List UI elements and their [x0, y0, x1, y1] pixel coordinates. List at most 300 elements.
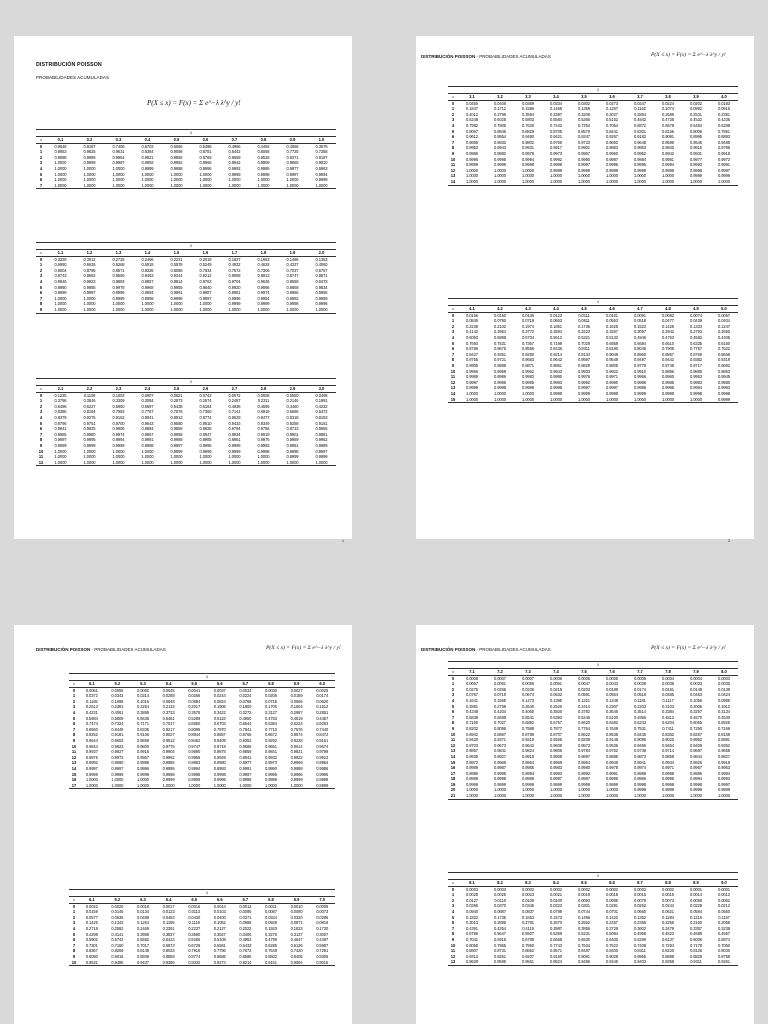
probability-cell: 0.0004 — [690, 675, 702, 681]
probability-cell: 0.7409 — [634, 942, 646, 948]
probability-cell: 0.0010 — [290, 903, 303, 909]
probability-cell: 0.0871 — [290, 920, 303, 926]
probability-cell: 0.2022 — [239, 925, 252, 931]
probability-cell: 0.9998 — [634, 781, 646, 787]
poisson-table — [448, 86, 738, 186]
probability-cell: 1.0000 — [191, 307, 220, 313]
probability-cell: 0.9974 — [257, 290, 270, 296]
probability-cell: 0.8942 — [466, 731, 478, 737]
lambda-header: 6.7 — [233, 897, 259, 904]
probability-cell: 0.5902 — [85, 937, 98, 943]
probability-cell: 0.9825 — [83, 149, 96, 155]
probability-cell: 0.9982 — [170, 160, 183, 166]
probability-cell: 0.5584 — [550, 117, 562, 123]
probability-cell: 0.9999 — [170, 448, 183, 454]
probability-cell: 0.9943 — [550, 368, 562, 374]
x-value: 5 — [451, 128, 455, 134]
probability-cell: 0.0027 — [290, 687, 303, 693]
probability-cell: 0.9890 — [188, 749, 201, 755]
probability-cell: 1.0000 — [104, 460, 133, 466]
probability-cell: 0.3728 — [606, 925, 618, 931]
probability-cell: 0.0067 — [718, 312, 730, 318]
probability-cell: 0.9549 — [606, 357, 618, 363]
probability-cell: 0.7199 — [550, 340, 562, 346]
lambda-header: 6.9 — [284, 897, 310, 904]
lambda-header: 5.0 — [710, 306, 738, 313]
probability-cell: 0.6224 — [290, 721, 303, 727]
probability-cell: 0.9004 — [54, 267, 67, 273]
probability-cell: 0.9614 — [290, 743, 303, 749]
table-row — [448, 793, 738, 799]
probability-cell: 0.9995 — [662, 385, 674, 391]
probability-cell: 0.9999 — [112, 442, 125, 448]
probability-cell: 0.9015 — [309, 960, 335, 966]
probability-cell: 1.0000 — [83, 448, 96, 454]
probability-cell: 0.1555 — [494, 697, 506, 703]
probability-cell: 0.1653 — [257, 256, 270, 262]
lambda-header: 0.3 — [104, 137, 133, 144]
probability-cell: 0.8180 — [606, 346, 618, 352]
probability-cell: 0.3309 — [112, 398, 125, 404]
probability-cell: 0.9497 — [634, 357, 646, 363]
probability-cell: 0.1468 — [550, 106, 562, 112]
probability-cell: 0.0123 — [162, 909, 175, 915]
probability-cell: 0.0045 — [162, 687, 175, 693]
probability-cell: 0.9966 — [466, 368, 478, 374]
probability-cell: 0.9148 — [606, 737, 618, 743]
x-value: 13 — [448, 959, 458, 965]
probability-cell: 0.9997 — [578, 385, 590, 391]
probability-cell: 0.9992 — [228, 165, 241, 171]
x-value: 3 — [451, 117, 455, 123]
probability-cell: 0.9983 — [550, 765, 562, 771]
probability-cell: 0.0498 — [137, 914, 149, 920]
probability-cell: 0.1352 — [634, 914, 646, 920]
probability-cell: 1.0000 — [141, 177, 154, 183]
probability-cell: 0.3594 — [550, 329, 562, 335]
probability-cell: 0.6496 — [54, 403, 67, 409]
probability-cell: 0.9982 — [494, 150, 506, 156]
poisson-table — [36, 129, 336, 189]
probability-cell: 0.9859 — [662, 753, 674, 759]
poisson-table — [36, 378, 336, 466]
probability-cell: 0.9999 — [634, 167, 646, 173]
probability-cell: 0.8666 — [718, 351, 730, 357]
lambda-header: 4.1 — [458, 306, 486, 313]
probability-cell: 0.5704 — [522, 334, 534, 340]
probability-cell: 0.9603 — [111, 737, 124, 743]
probability-cell: 1.0000 — [626, 793, 654, 799]
probability-cell: 0.2562 — [578, 920, 590, 926]
probability-cell: 0.0068 — [690, 897, 702, 903]
probability-cell: 0.2719 — [85, 925, 98, 931]
probability-cell: 0.8912 — [170, 414, 183, 420]
x-value: 0 — [72, 903, 76, 909]
probability-cell: 0.6915 — [494, 936, 506, 942]
x-value: 1 — [451, 106, 455, 112]
probability-cell: 0.8159 — [718, 731, 730, 737]
probability-cell: 0.9151 — [258, 960, 284, 966]
x-value: 14 — [71, 765, 77, 771]
probability-cell: 0.1257 — [606, 106, 618, 112]
probability-cell: 0.9998 — [315, 301, 328, 307]
probability-cell: 0.9658 — [718, 748, 730, 754]
probability-cell: 0.9983 — [690, 379, 702, 385]
probability-cell: 0.2017 — [188, 704, 201, 710]
probability-cell: 0.9996 — [634, 776, 646, 782]
probability-cell: 0.9999 — [690, 787, 702, 793]
probability-cell: 0.9258 — [286, 420, 299, 426]
probability-cell: 0.9990 — [54, 284, 67, 290]
probability-cell: 0.9857 — [141, 278, 154, 284]
probability-cell: 0.0174 — [634, 686, 646, 692]
probability-cell: 0.8046 — [634, 346, 646, 352]
x-value: 13 — [450, 173, 456, 179]
probability-cell: 0.7787 — [141, 409, 154, 415]
probability-cell: 0.9486 — [570, 959, 598, 965]
probability-cell: 0.1395 — [550, 697, 562, 703]
lambda-header: 2.4 — [133, 386, 162, 393]
probability-cell: 0.6063 — [316, 721, 329, 727]
probability-cell: 0.8829 — [522, 128, 534, 134]
probability-cell: 0.0536 — [111, 914, 124, 920]
lambda-header: 2.5 — [162, 386, 191, 393]
probability-cell: 1.0000 — [141, 171, 154, 177]
probability-cell: 0.6757 — [550, 720, 562, 726]
probability-cell: 0.9996 — [228, 295, 241, 301]
probability-cell: 0.1117 — [662, 697, 674, 703]
probability-cell: 1.0000 — [466, 787, 478, 793]
probability-cell: 0.9840 — [662, 145, 674, 151]
probability-cell: 0.9996 — [264, 771, 277, 777]
lambda-header: 6.0 — [309, 681, 335, 688]
probability-cell: 1.0000 — [220, 460, 249, 466]
x-value: 10 — [450, 368, 456, 374]
probability-cell: 0.6892 — [522, 720, 534, 726]
probability-cell: 0.0146 — [111, 909, 124, 915]
probability-cell: 0.9574 — [316, 743, 329, 749]
probability-cell: 0.9999 — [54, 290, 67, 296]
x-value: 10 — [450, 156, 456, 162]
probability-cell: 1.0000 — [162, 183, 191, 189]
probability-cell: 0.9986 — [662, 379, 674, 385]
probability-cell: 0.9998 — [550, 385, 562, 391]
probability-cell: 0.5925 — [718, 720, 730, 726]
x-value: 5 — [39, 171, 43, 177]
probability-cell: 0.9998 — [286, 448, 299, 454]
probability-cell: 0.3546 — [83, 398, 96, 404]
probability-cell: 1.0000 — [578, 173, 590, 179]
probability-cell: 0.9856 — [170, 154, 183, 160]
poisson-table — [69, 673, 335, 789]
probability-cell: 1.0000 — [112, 448, 125, 454]
probability-cell: 0.9349 — [257, 420, 270, 426]
probability-cell: 0.0948 — [162, 698, 175, 704]
probability-cell: 0.9207 — [522, 953, 534, 959]
probability-cell: 0.4532 — [690, 117, 702, 123]
probability-cell: 0.9420 — [466, 737, 478, 743]
probability-cell: 0.9997 — [111, 765, 124, 771]
probability-cell: 0.8629 — [228, 414, 241, 420]
probability-cell: 0.3772 — [522, 329, 534, 335]
probability-cell: 0.7622 — [718, 346, 730, 352]
probability-cell: 0.1604 — [290, 704, 303, 710]
x-value: 8 — [451, 931, 455, 937]
probability-cell: 0.2592 — [111, 925, 124, 931]
probability-cell: 0.8187 — [83, 143, 96, 149]
probability-cell: 1.0000 — [542, 397, 570, 403]
probability-cell: 0.5578 — [170, 262, 183, 268]
probability-cell: 0.3796 — [54, 398, 67, 404]
probability-cell: 0.9673 — [494, 742, 506, 748]
probability-cell: 0.4119 — [522, 925, 534, 931]
probability-cell: 0.0404 — [718, 318, 730, 324]
poisson-table — [36, 242, 336, 314]
probability-cell: 1.0000 — [170, 171, 183, 177]
header-subtitle: - PROBABILIDADES ACUMULADAS — [475, 54, 551, 59]
probability-cell: 0.7411 — [662, 725, 674, 731]
probability-cell: 0.9989 — [466, 374, 478, 380]
probability-cell: 0.6384 — [264, 721, 277, 727]
probability-cell: 0.5366 — [578, 117, 590, 123]
probability-cell: 1.0000 — [466, 167, 478, 173]
probability-cell: 0.9991 — [286, 442, 299, 448]
x-value: 7 — [451, 139, 455, 145]
probability-cell: 0.9889 — [494, 362, 506, 368]
x-value: 7 — [451, 925, 455, 931]
probability-cell: 0.8652 — [522, 948, 534, 954]
probability-cell: 0.9935 — [466, 753, 478, 759]
lambda-corner — [69, 674, 79, 681]
probability-cell: 0.0660 — [634, 908, 646, 914]
probability-cell: 0.9561 — [514, 959, 542, 965]
probability-cell: 0.0323 — [550, 903, 562, 909]
probability-cell: 0.0101 — [606, 312, 618, 318]
probability-cell: 0.9733 — [578, 139, 590, 145]
probability-cell: 0.6335 — [690, 340, 702, 346]
probability-cell: 0.5246 — [578, 714, 590, 720]
probability-cell: 0.9868 — [286, 284, 299, 290]
probability-cell: 0.8301 — [634, 128, 646, 134]
probability-cell: 0.0134 — [137, 909, 149, 915]
probability-cell: 0.0037 — [213, 687, 226, 693]
probability-cell: 0.7693 — [466, 340, 478, 346]
probability-cell: 1.0000 — [112, 165, 125, 171]
probability-cell: 0.9996 — [634, 385, 646, 391]
probability-cell: 0.2307 — [606, 703, 618, 709]
lambda-header: 4.2 — [486, 306, 514, 313]
probability-cell: 0.1512 — [316, 704, 329, 710]
probability-cell: 0.0123 — [550, 312, 562, 318]
probability-cell: 0.0663 — [550, 318, 562, 324]
probability-cell: 0.7306 — [257, 267, 270, 273]
header-title: DISTRIBUCIÓN POISSON — [36, 647, 91, 652]
probability-cell: 0.8766 — [239, 732, 252, 738]
lambda-header: 1.4 — [133, 250, 162, 257]
probability-cell: 0.0314 — [137, 693, 149, 699]
probability-cell: 0.9994 — [522, 770, 534, 776]
probability-cell: 0.9379 — [54, 414, 67, 420]
probability-cell: 0.1730 — [316, 925, 329, 931]
probability-cell: 0.8472 — [316, 732, 329, 738]
probability-cell: 0.7017 — [137, 942, 149, 948]
probability-cell: 0.9971 — [662, 765, 674, 771]
probability-cell: 0.9999 — [85, 771, 98, 777]
probability-cell: 0.0183 — [718, 100, 730, 106]
x-value: 11 — [450, 948, 456, 954]
probability-cell: 0.9769 — [199, 154, 212, 160]
probability-cell: 0.9805 — [606, 362, 618, 368]
probability-cell: 0.0620 — [316, 698, 329, 704]
probability-cell: 0.9815 — [690, 145, 702, 151]
probability-cell: 0.8477 — [257, 414, 270, 420]
probability-cell: 0.9949 — [213, 754, 226, 760]
probability-cell: 0.9983 — [522, 374, 534, 380]
probability-cell: 0.4497 — [316, 937, 329, 943]
probability-cell: 0.9998 — [690, 167, 702, 173]
probability-cell: 0.7851 — [718, 128, 730, 134]
probability-cell: 0.9988 — [290, 765, 303, 771]
probability-cell: 0.9084 — [284, 960, 310, 966]
probability-cell: 0.0262 — [634, 903, 646, 909]
probability-cell: 0.1700 — [264, 704, 277, 710]
probability-cell: 0.7970 — [213, 726, 226, 732]
probability-cell: 0.9559 — [286, 278, 299, 284]
probability-cell: 0.9642 — [550, 357, 562, 363]
probability-cell: 0.0005 — [634, 675, 646, 681]
lambda-header: 6.3 — [130, 897, 156, 904]
probability-cell: 0.0002 — [522, 886, 534, 892]
probability-cell: 0.9995 — [634, 162, 646, 168]
probability-cell: 1.0000 — [598, 397, 626, 403]
probability-cell: 0.9261 — [494, 953, 506, 959]
probability-cell: 0.1425 — [662, 323, 674, 329]
poisson-table — [448, 298, 738, 403]
probability-cell: 0.1249 — [606, 697, 618, 703]
probability-cell: 0.2237 — [188, 925, 201, 931]
probability-cell: 0.9267 — [606, 134, 618, 140]
probability-cell: 0.9994 — [141, 290, 154, 296]
probability-cell: 0.0006 — [550, 675, 562, 681]
probability-cell: 0.0463 — [162, 914, 175, 920]
probability-cell: 0.9963 — [718, 765, 730, 771]
lambda-corner — [36, 243, 46, 250]
probability-cell: 1.0000 — [83, 177, 96, 183]
probability-cell: 0.9796 — [54, 420, 67, 426]
probability-cell: 0.9978 — [112, 284, 125, 290]
probability-cell: 0.0025 — [316, 687, 329, 693]
probability-cell: 0.1353 — [315, 256, 328, 262]
probability-cell: 0.0789 — [550, 908, 562, 914]
probability-cell: 0.1284 — [662, 914, 674, 920]
probability-cell: 0.9993 — [213, 765, 226, 771]
probability-cell: 1.0000 — [54, 295, 67, 301]
lambda-header: 0.9 — [278, 137, 307, 144]
probability-cell: 0.2674 — [199, 398, 212, 404]
probability-cell: 0.0051 — [550, 681, 562, 687]
probability-cell: 0.9999 — [578, 390, 590, 396]
probability-cell: 0.5488 — [199, 143, 212, 149]
probability-cell: 0.9799 — [316, 749, 329, 755]
probability-cell: 0.9409 — [690, 742, 702, 748]
probability-cell: 0.9751 — [83, 420, 96, 426]
probability-cell: 0.8535 — [606, 731, 618, 737]
probability-cell: 0.1157 — [718, 914, 730, 920]
probability-cell: 0.9875 — [213, 749, 226, 755]
probability-cell: 0.8898 — [662, 953, 674, 959]
x-value: 0 — [451, 675, 455, 681]
x-value: 15 — [71, 771, 77, 777]
x-value: 7 — [451, 714, 455, 720]
probability-cell: 0.9999 — [111, 771, 124, 777]
probability-cell: 0.9762 — [606, 748, 618, 754]
probability-cell: 0.9934 — [228, 431, 241, 437]
probability-cell: 0.3384 — [662, 709, 674, 715]
probability-cell: 1.0000 — [307, 307, 336, 313]
probability-cell: 0.9998 — [718, 390, 730, 396]
lambda-header: 2.9 — [278, 386, 307, 393]
lambda-header: 1.6 — [191, 250, 220, 257]
probability-cell: 0.2469 — [137, 925, 149, 931]
probability-cell: 0.8502 — [264, 953, 277, 959]
probability-cell: 1.0000 — [278, 183, 307, 189]
lambda-header: 8.5 — [570, 880, 598, 887]
probability-cell: 0.0430 — [188, 914, 201, 920]
probability-cell: 0.9997 — [83, 290, 96, 296]
probability-cell: 0.7531 — [494, 340, 506, 346]
probability-cell: 0.1074 — [662, 106, 674, 112]
probability-cell: 0.0002 — [662, 886, 674, 892]
probability-cell: 0.6678 — [662, 122, 674, 128]
probability-cell: 1.0000 — [626, 397, 654, 403]
probability-cell: 0.5289 — [188, 715, 201, 721]
x-value: 1 — [39, 262, 43, 268]
x-column-header: x — [36, 250, 46, 257]
x-value: 8 — [451, 357, 455, 363]
probability-cell: 0.9999 — [718, 787, 730, 793]
probability-cell: 1.0000 — [137, 777, 149, 783]
probability-cell: 0.8829 — [690, 953, 702, 959]
probability-cell: 0.9993 — [718, 385, 730, 391]
probability-cell: 0.8386 — [54, 409, 67, 415]
probability-cell: 0.9995 — [662, 776, 674, 782]
probability-cell: 1.0000 — [598, 179, 626, 185]
probability-cell: 0.0113 — [188, 909, 200, 915]
probability-cell: 0.5231 — [578, 931, 590, 937]
probability-cell: 0.9292 — [264, 737, 277, 743]
probability-cell: 0.2256 — [662, 920, 674, 926]
probability-cell: 0.9041 — [141, 414, 154, 420]
x-value: 2 — [39, 267, 43, 273]
probability-cell: 0.7367 — [522, 340, 534, 346]
probability-cell: 0.9769 — [550, 139, 562, 145]
probability-cell: 0.0003 — [494, 886, 506, 892]
probability-cell: 0.0007 — [494, 675, 506, 681]
probability-cell: 0.9919 — [718, 150, 730, 156]
probability-cell: 0.0780 — [494, 318, 506, 324]
probability-cell: 0.5874 — [718, 936, 730, 942]
probability-cell: 0.9580 — [170, 420, 183, 426]
probability-cell: 0.8867 — [494, 731, 506, 737]
probability-cell: 0.9546 — [690, 139, 702, 145]
probability-cell: 0.9985 — [199, 437, 212, 443]
probability-cell: 0.9988 — [634, 379, 646, 385]
table-row — [36, 307, 336, 313]
probability-cell: 0.8893 — [718, 134, 730, 140]
probability-cell: 0.7548 — [264, 948, 277, 954]
lambda-header: 7.9 — [682, 669, 710, 676]
probability-cell: 0.9999 — [239, 777, 252, 783]
